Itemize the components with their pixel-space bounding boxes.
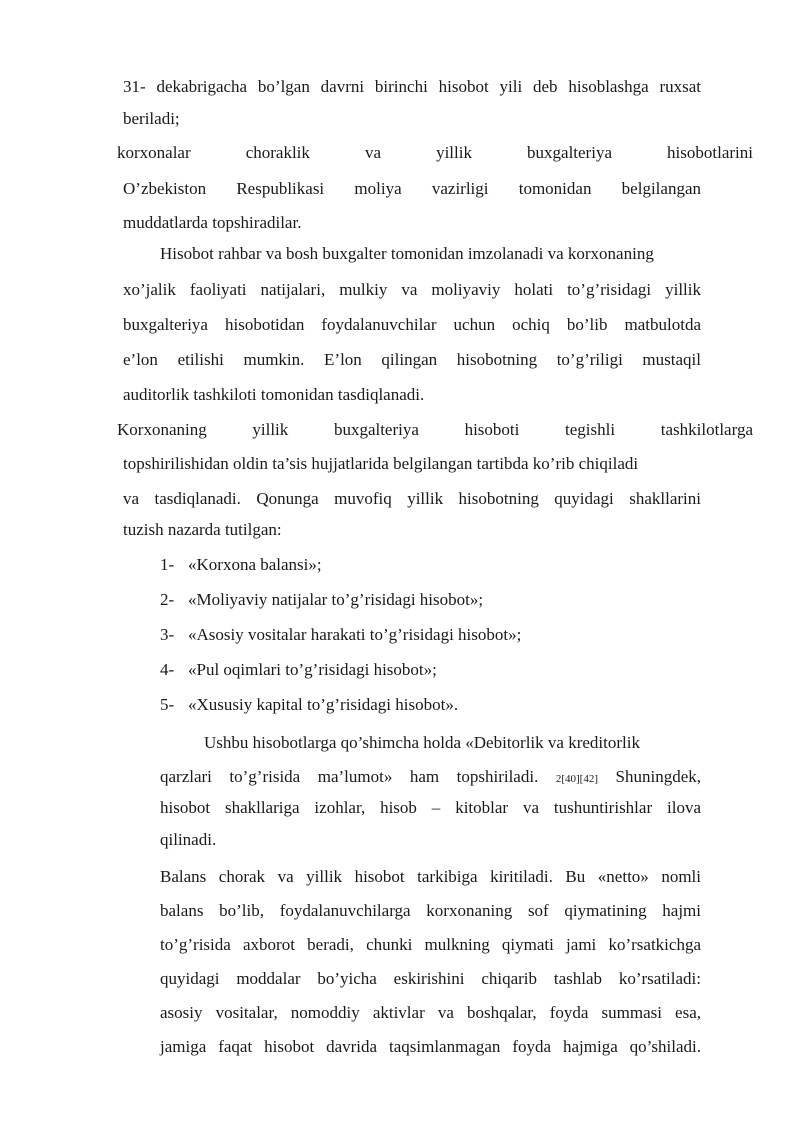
- text-line: Korxonaning yillik buxgalteriya hisoboti tegishli tashkilotlarga: [117, 420, 753, 439]
- text-line: asosiy vositalar, nomoddiy aktivlar va boshqalar, foyda summasi esa,: [160, 1003, 701, 1022]
- text-line: Ushbu hisobotlarga qo’shimcha holda «Debitorlik va kreditorlik: [204, 733, 640, 752]
- text-line: xo’jalik faoliyati natijalari, mulkiy va moliyaviy holati to’g’risidagi yillik: [123, 280, 701, 299]
- text-line: muddatlarda topshiradilar.: [123, 213, 302, 232]
- text-line: korxonalar choraklik va yillik buxgalteriya hisobotlarini: [117, 143, 753, 162]
- list-item: [160, 694, 458, 716]
- text-line: jamiga faqat hisobot davrida taqsimlanmagan foyda hajmiga qo’shiladi.: [160, 1037, 701, 1056]
- text-line: quyidagi moddalar bo’yicha eskirishini chiqarib tashlab ko’rsatiladi:: [160, 969, 701, 988]
- text-line: hisobot shakllariga izohlar, hisob – kitoblar va tushuntirishlar ilova: [160, 798, 701, 817]
- text-line: balans bo’lib, foydalanuvchilarga korxonaning sof qiymatining hajmi: [160, 901, 701, 920]
- text-line: tuzish nazarda tutilgan:: [123, 520, 282, 539]
- list-text: «Korxona balansi»;: [188, 555, 322, 574]
- text-segment: Shuningdek,: [615, 767, 701, 786]
- text-line: buxgalteriya hisobotidan foydalanuvchilar uchun ochiq bo’lib matbulotda: [123, 315, 701, 334]
- list-text: «Xususiy kapital to’g’risidagi hisobot».: [188, 695, 459, 714]
- list-number: 1-: [160, 555, 175, 574]
- text-line: Hisobot rahbar va bosh buxgalter tomonidan imzolanadi va korxonaning: [160, 244, 654, 263]
- list-number: 3-: [160, 625, 175, 644]
- text-line: e’lon etilishi mumkin. E’lon qilingan hisobotning to’g’riligi mustaqil: [123, 350, 701, 369]
- footnote-reference: 2[40][42]: [555, 773, 598, 785]
- list-text: «Asosiy vositalar harakati to’g’risidagi hisobot»;: [188, 625, 522, 644]
- list-text: «Pul oqimlari to’g’risidagi hisobot»;: [188, 660, 437, 679]
- text-line: Balans chorak va yillik hisobot tarkibiga kiritiladi. Bu «netto» nomli: [160, 867, 701, 886]
- text-line: va tasdiqlanadi. Qonunga muvofiq yillik hisobotning quyidagi shakllarini: [123, 489, 701, 508]
- text-line: qilinadi.: [160, 830, 217, 849]
- text-line: [160, 766, 701, 790]
- list-number: 2-: [160, 590, 175, 609]
- text-line: 31- dekabrigacha bo’lgan davrni birinchi hisobot yili deb hisoblashga ruxsat: [123, 77, 701, 96]
- text-line: beriladi;: [123, 109, 180, 128]
- text-line: to’g’risida axborot beradi, chunki mulkning qiymati jami ko’rsatkichga: [160, 935, 701, 954]
- text-line: O’zbekiston Respublikasi moliya vazirligi tomonidan belgilangan: [123, 179, 701, 198]
- text-segment: qarzlari to’g’risida ma’lumot» ham topshiriladi.: [160, 767, 539, 786]
- list-item: [160, 624, 521, 646]
- text-line: auditorlik tashkiloti tomonidan tasdiqlanadi.: [123, 385, 425, 404]
- list-number: 5-: [160, 695, 175, 714]
- list-number: 4-: [160, 660, 175, 679]
- list-text: «Moliyaviy natijalar to’g’risidagi hisobot»;: [188, 590, 484, 609]
- list-item: [160, 589, 483, 611]
- list-item: [160, 554, 322, 576]
- list-item: [160, 659, 437, 681]
- text-line: topshirilishidan oldin ta’sis hujjatlarida belgilangan tartibda ko’rib chiqiladi: [123, 454, 639, 473]
